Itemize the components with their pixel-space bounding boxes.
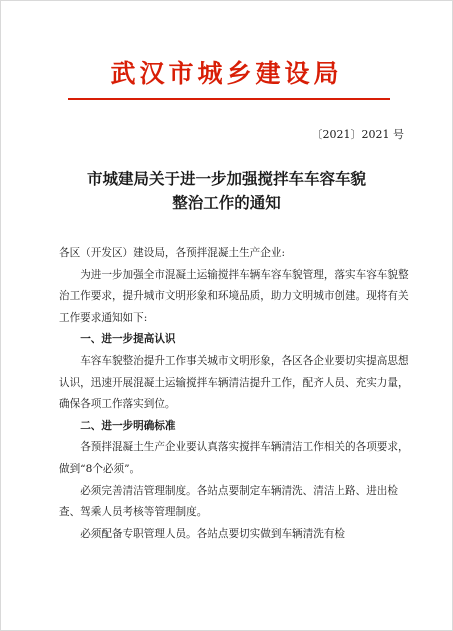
section-2-paragraph: 各预拌混凝土生产企业要认真落实搅拌车辆清洁工作相关的各项要求，做到“8个必须”。 xyxy=(59,441,409,475)
requirement-item-2: 必须配备专职管理人员。各站点要切实做到车辆清洗有检 xyxy=(80,527,346,540)
issuer-header: 武汉市城乡建设局 xyxy=(110,59,343,88)
section-2-heading: 二、进一步明确标准 xyxy=(80,419,176,432)
title-line-2: 整治工作的通知 xyxy=(172,193,281,212)
document-number: 〔2021〕2021 号 xyxy=(311,128,404,141)
section-1-heading: 一、进一步提高认识 xyxy=(80,333,176,346)
section-1-paragraph: 车容车貌整治提升工作事关城市文明形象，各区各企业要切实提高思想认识，迅速开展混凝土运输搅拌车辆清洁提升工作，配齐人员、充实力量，确保各项工作落实到位。 xyxy=(59,354,409,411)
intro-paragraph: 为进一步加强全市混凝土运输搅拌车辆车容车貌管理，落实车容车貌整治工作要求，提升城市文明形象和环境品质，助力文明城市创建。现将有关工作要求通知如下: xyxy=(59,268,409,324)
document-body xyxy=(59,243,412,545)
salutation: 各区（开发区）建设局，各预拌混凝土生产企业: xyxy=(59,247,286,259)
title-line-1: 市城建局关于进一步加强搅拌车车容车貌 xyxy=(86,169,366,188)
requirement-item-1: 必须完善清洁管理制度。各站点要制定车辆清洗、清洁上路、进出检查、驾乘人员考核等管理制度。 xyxy=(59,484,398,519)
document-title xyxy=(41,167,412,215)
red-divider-line xyxy=(68,98,390,100)
